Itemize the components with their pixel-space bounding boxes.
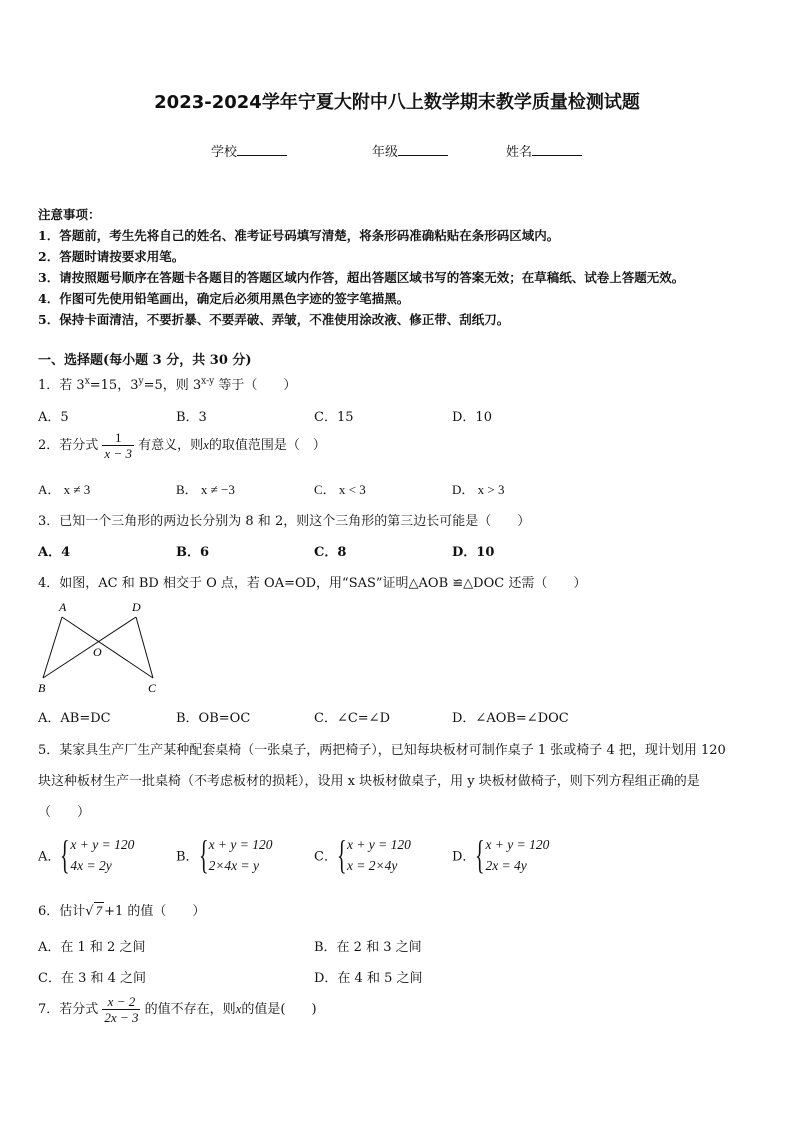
fraction-denominator: x − 3: [104, 446, 132, 461]
school-field: [211, 141, 287, 160]
equation: x + y = 120: [485, 837, 550, 852]
q4-option-a: A．AB=DC: [38, 711, 111, 726]
sqrt-icon: √: [85, 904, 94, 919]
q2-option-d: D． x > 3: [452, 482, 505, 497]
option-label: A．: [38, 849, 61, 865]
grade-label: 年级: [372, 145, 399, 160]
q7-text: 的值不存在，则: [144, 1002, 236, 1017]
option-label: C．: [314, 849, 337, 865]
equation: x = 2×4y: [346, 858, 398, 873]
name-label: 姓名: [506, 145, 533, 160]
equation-system: { x + y = 120 2x = 4y: [475, 832, 550, 877]
note-item: 2．答题时请按要求用笔。: [38, 249, 185, 264]
fraction-numerator: 1: [114, 430, 122, 445]
segment-ab: [43, 617, 62, 678]
q5-option-b: [176, 834, 273, 876]
note-item: 3．请按照题号顺序在答题卡各题目的答题区域内作答，超出答题区域书写的答案无效；在草稿纸、试卷上答题无效。: [38, 270, 685, 285]
school-blank: [237, 142, 287, 156]
q2-option-a: A． x ≠ 3: [38, 482, 91, 497]
q4-option-d: D．∠AOB=∠DOC: [452, 711, 569, 726]
q6-option-c: C．在 3 和 4 之间: [38, 971, 147, 986]
question-2: [38, 430, 326, 461]
q1-exponent: x-y: [201, 376, 215, 387]
segment-db: [43, 617, 136, 678]
question-1: [38, 374, 296, 393]
q2-text: 2．若分式: [38, 438, 99, 453]
note-item: 5．保持卡面清洁，不要折暴、不要弄破、弄皱，不准使用涂改液、修正带、刮纸刀。: [38, 312, 510, 327]
question-6: [38, 900, 205, 919]
equation: 4x = 2y: [70, 858, 112, 873]
q4-option-b: B．OB=OC: [176, 711, 251, 726]
equation: x + y = 120: [208, 837, 273, 852]
section-heading: 一、选择题(每小题 3 分，共 30 分): [38, 353, 252, 368]
q6-text: 6．估计: [38, 904, 86, 919]
option-label: D．: [452, 849, 476, 865]
note-item: 4．作图可先使用铅笔画出，确定后必须用黑色字迹的签字笔描黑。: [38, 291, 410, 306]
equation-system: { x + y = 120 2×4x = y: [198, 832, 273, 877]
equation-system: { x + y = 120 4x = 2y: [60, 832, 135, 877]
label-a: A: [59, 600, 67, 614]
q3-option-c: C．8: [314, 545, 347, 560]
fraction-denominator: 2x − 3: [104, 1010, 139, 1025]
q6-option-b: B．在 2 和 3 之间: [314, 940, 422, 955]
notes-heading: 注意事项：: [38, 207, 101, 222]
q5-option-c: [314, 834, 411, 876]
q5-option-d: [452, 834, 549, 876]
label-o: O: [93, 645, 102, 659]
grade-field: [372, 141, 448, 160]
q1-option-d: D．10: [452, 410, 492, 425]
q2-variable: x: [203, 437, 209, 452]
equation: 2x = 4y: [485, 858, 527, 873]
label-b: B: [38, 681, 46, 695]
school-label: 学校: [211, 145, 238, 160]
grade-blank: [398, 142, 448, 156]
q2-option-b: B． x ≠ −3: [176, 482, 235, 497]
q7-text: 的值是( ): [241, 1002, 317, 1017]
q2-text: 的取值范围是（ ）: [208, 438, 326, 453]
q7-variable: x: [235, 1001, 242, 1016]
q3-option-b: B．6: [176, 545, 210, 560]
q1-text: =5，则 3: [143, 378, 202, 393]
q1-exponent: y: [138, 376, 144, 387]
q4-figure: [36, 600, 166, 695]
segment-ac: [62, 617, 153, 678]
equation: x + y = 120: [346, 837, 411, 852]
fraction-numerator: x − 2: [107, 994, 136, 1009]
q7-text: 7．若分式: [38, 1002, 99, 1017]
q2-fraction: [102, 430, 134, 461]
question-3: 3．已知一个三角形的两边长分别为 8 和 2，则这个三角形的第三边长可能是（ ）: [38, 514, 531, 529]
q3-option-a: A．4: [38, 545, 71, 560]
exam-title: 2023-2024学年宁夏大附中八上数学期末教学质量检测试题: [154, 92, 640, 113]
question-4: 4．如图，AC 和 BD 相交于 O 点，若 OA=OD，用“SAS”证明△AOB ≌△DOC 还需（ ）: [38, 576, 587, 591]
q6-text: +1 的值（ ）: [104, 904, 206, 919]
equation: x + y = 120: [70, 837, 135, 852]
q6-radicand: 7: [95, 903, 103, 918]
q3-option-d: D．10: [452, 545, 495, 560]
q5-option-a: [38, 834, 134, 876]
q6-option-a: A．在 1 和 2 之间: [38, 940, 146, 955]
q4-option-c: C．∠C=∠D: [314, 711, 390, 726]
question-5-line-2: 块这种板材生产一批桌椅（不考虑板材的损耗），设用 x 块板材做桌子，用 y 块板材做椅子，则下列方程组正确的是: [38, 774, 700, 789]
q2-option-c: C． x < 3: [314, 482, 366, 497]
question-5-line-3: （ ）: [38, 805, 91, 820]
question-5-line-1: 5．某家具生产厂生产某种配套桌椅（一张桌子，两把椅子），已知每块板材可制作桌子 1 张或椅子 4 把，现计划用 120: [38, 743, 726, 758]
q1-option-c: C．15: [314, 410, 354, 425]
name-field: [506, 141, 582, 160]
label-c: C: [148, 681, 157, 695]
equation-system: { x + y = 120 x = 2×4y: [336, 832, 411, 877]
q1-text: =15，3: [89, 378, 139, 393]
q1-option-a: A．5: [38, 410, 69, 425]
label-d: D: [132, 600, 141, 614]
q1-exponent: x: [84, 376, 90, 387]
note-item: 1．答题前，考生先将自己的姓名、准考证号码填写清楚，将条形码准确粘贴在条形码区域内。: [38, 228, 560, 243]
notes-block: [38, 204, 684, 330]
equation: 2×4x = y: [208, 858, 260, 873]
q7-fraction: [102, 994, 140, 1025]
q1-option-b: B．3: [176, 410, 207, 425]
q6-option-d: D．在 4 和 5 之间: [314, 971, 423, 986]
option-label: B．: [176, 849, 199, 865]
q1-text: 1．若 3: [38, 378, 85, 393]
q1-text: 等于（ ）: [214, 378, 297, 393]
q2-text: 有意义，则: [138, 438, 204, 453]
name-blank: [532, 142, 582, 156]
question-7: [38, 994, 317, 1025]
